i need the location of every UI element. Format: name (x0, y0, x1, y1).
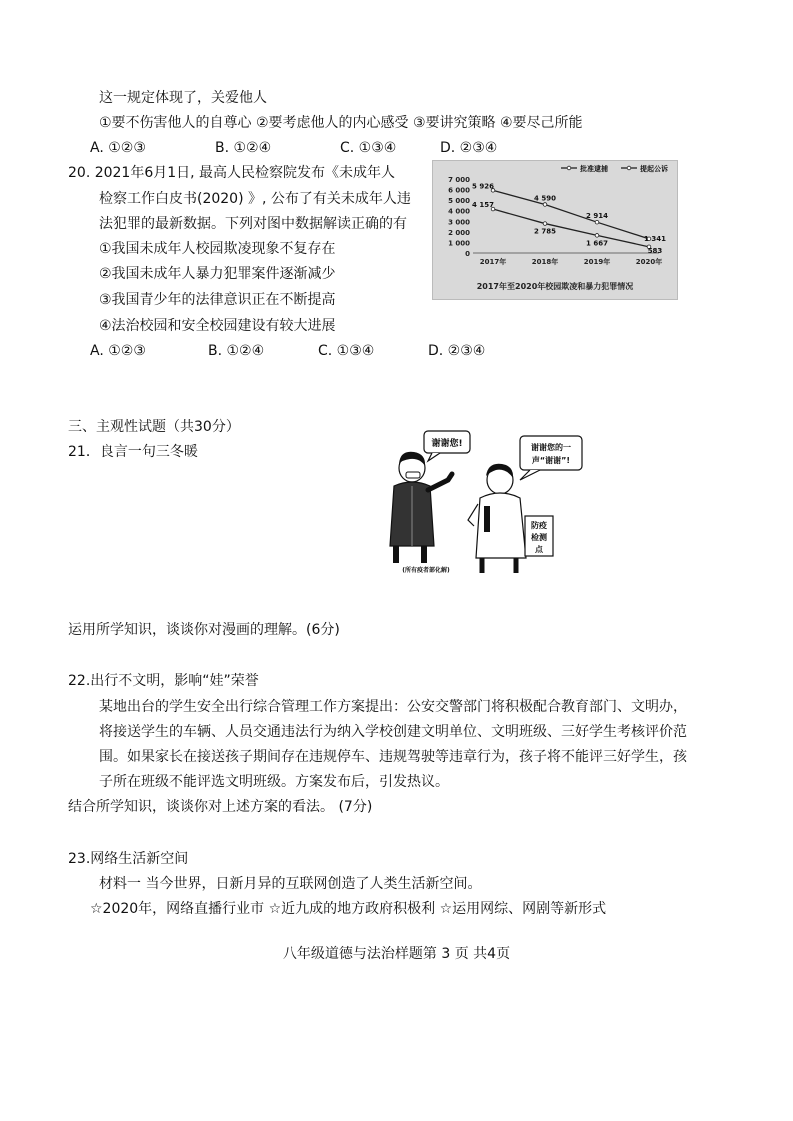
y-tick-label: 1 000 (448, 239, 470, 248)
series-line-1 (493, 190, 649, 238)
crime-chart (432, 160, 678, 300)
data-label: 2 914 (586, 212, 608, 221)
q19-stem-tail: 这一规定体现了，关爱他人 (99, 90, 267, 106)
data-label: 583 (647, 246, 663, 255)
legend-marker (567, 166, 571, 170)
q21-title: 21．良言一句三冬暖 (68, 444, 198, 460)
person-right (468, 464, 526, 573)
y-tick-label: 5 000 (448, 197, 470, 206)
q20-statement-2: ②我国未成年人暴力犯罪案件逐渐减少 (99, 266, 336, 282)
y-tick-label: 4 000 (448, 207, 470, 216)
q20-line1: 20. 2021年6月1日, 最高人民检察院发布《未成年人 (68, 165, 396, 181)
q19-option-b: B. ①②④ (215, 140, 272, 156)
data-point (543, 222, 547, 226)
cartoon-illustration (380, 428, 585, 578)
series-line-0 (493, 209, 649, 247)
q19-option-a: A. ①②③ (90, 140, 146, 156)
q20-statement-4: ④法治校园和安全校园建设有较大进展 (99, 318, 336, 334)
cartoon-sign-line2: 检测 (531, 533, 547, 542)
legend-marker (627, 166, 631, 170)
q22-line1: 某地出台的学生安全出行综合管理工作方案提出：公安交警部门将积极配合教育部门、文明办， (99, 699, 687, 715)
q22-line2: 将接送学生的车辆、人员交通违法行为纳入学校创建文明单位、文明班级、三好学生考核评价范 (99, 724, 687, 740)
data-label: 4 590 (534, 194, 556, 203)
q20-options (90, 342, 485, 360)
y-tick-label: 0 (465, 250, 470, 258)
cartoon-bubble-right-2: 声“谢谢”! (531, 456, 571, 465)
cartoon-sign-line3: 点 (535, 545, 543, 554)
x-tick-label: 2018年 (531, 258, 559, 266)
q22-line4: 子所在班级不能评选文明班级。方案发布后，引发热议。 (99, 774, 449, 790)
data-point (543, 203, 547, 207)
cartoon-sign-line1: 防疫 (531, 521, 547, 530)
q20-line2: 检察工作白皮书(2020) 》, 公布了有关未成年人违 (99, 191, 411, 207)
cartoon-caption: (所有疫者部化解) (402, 567, 450, 574)
q20-option-d: D. ②③④ (428, 343, 486, 359)
q20-statement-1: ①我国未成年人校园欺凌现象不复存在 (99, 241, 336, 257)
q20-line3: 法犯罪的最新数据。下列对图中数据解读正确的有 (99, 216, 407, 232)
chart-title: 2017年至2020年校园欺凌和暴力犯罪情况 (476, 282, 634, 291)
data-label: 1 341 (644, 234, 666, 243)
data-label: 5 926 (472, 182, 494, 191)
data-point (595, 234, 599, 238)
q20-statement-3: ③我国青少年的法律意识正在不断提高 (99, 292, 336, 308)
q19-options (90, 139, 497, 157)
q19-option-d: D. ②③④ (440, 140, 498, 156)
data-point (595, 220, 599, 224)
x-tick-label: 2019年 (583, 258, 611, 266)
q20-option-a: A. ①②③ (90, 343, 146, 359)
legend-label: 批准逮捕 (580, 165, 608, 173)
q19-statements: ①要不伤害他人的自尊心 ②要考虑他人的内心感受 ③要讲究策略 ④要尽己所能 (99, 115, 583, 131)
section3-title: 三、主观性试题（共30分） (68, 419, 240, 435)
q19-option-c: C. ①③④ (340, 140, 397, 156)
q23-material1: 材料一 当今世界，日新月异的互联网创造了人类生活新空间。 (99, 876, 482, 892)
y-tick-label: 2 000 (448, 228, 470, 237)
data-label: 4 157 (472, 201, 494, 210)
page-footer: 八年级道德与法治样题第 3 页 共4页 (282, 946, 511, 962)
data-label: 2 785 (534, 227, 556, 236)
q20-option-b: B. ①②④ (208, 343, 265, 359)
cartoon-bubble-left: 谢谢您! (431, 439, 463, 449)
q22-line3: 围。如果家长在接送孩子期间存在违规停车、违规驾驶等违章行为，孩子将不能评三好学生，孩 (99, 749, 687, 765)
legend-label: 提起公诉 (640, 165, 668, 173)
person-left (390, 452, 452, 563)
cartoon-bubble-right-1: 谢谢您的一 (531, 443, 571, 452)
y-tick-label: 3 000 (448, 218, 470, 227)
q23-bullets: ☆2020年，网络直播行业市 ☆近九成的地方政府积极利 ☆运用网综、网剧等新形式 (90, 901, 607, 917)
crime-chart-svg (433, 161, 677, 299)
x-tick-label: 2020年 (635, 258, 663, 266)
y-tick-label: 6 000 (448, 186, 470, 195)
x-tick-label: 2017年 (479, 258, 507, 266)
q22-title: 22.出行不文明，影响“娃”荣誉 (68, 673, 259, 689)
q22-prompt: 结合所学知识，谈谈你对上述方案的看法。 (7分) (68, 799, 373, 815)
y-tick-label: 7 000 (448, 176, 470, 184)
q21-prompt: 运用所学知识，谈谈你对漫画的理解。(6分) (68, 622, 340, 638)
q23-title: 23.网络生活新空间 (68, 851, 189, 867)
data-label: 1 667 (586, 239, 608, 248)
q20-option-c: C. ①③④ (318, 343, 375, 359)
